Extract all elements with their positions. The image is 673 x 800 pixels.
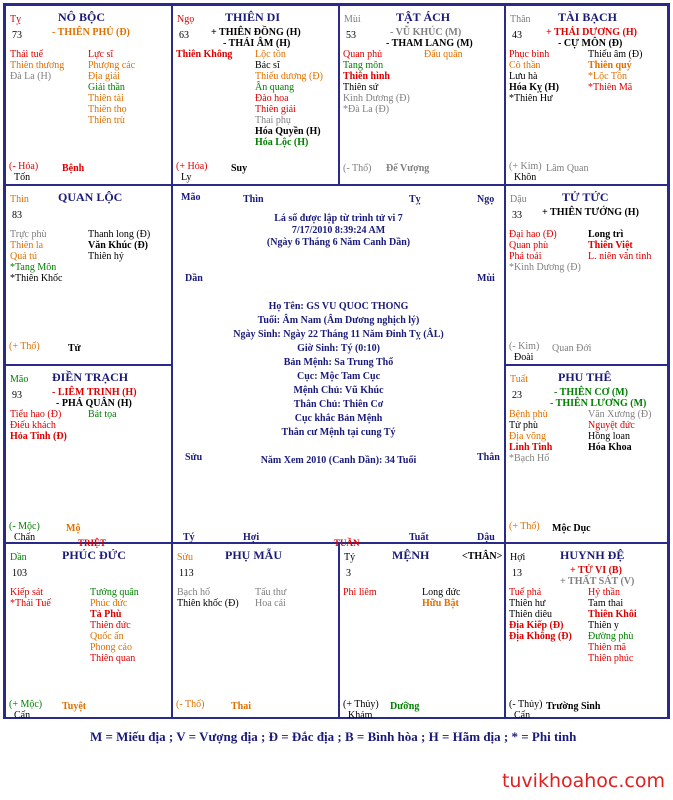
palace-dien-trach [5, 365, 172, 548]
star: Thiên thương [10, 60, 65, 71]
center-label: Tỵ [409, 194, 421, 205]
star: Tiểu hao (Đ) [10, 409, 62, 420]
legend: M = Miếu địa ; V = Vượng địa ; Đ = Đắc địa ; B = Bình hòa ; H = Hãm địa ; * = Phi tinh [90, 729, 577, 744]
star: Tấu thư [255, 587, 287, 598]
star: Đường phù [588, 631, 634, 642]
palace-phuc-duc [5, 543, 172, 719]
palace-element: (- Thổ) [343, 163, 372, 174]
life-stage: Lâm Quan [546, 163, 589, 174]
star: Phục binh [509, 49, 550, 60]
main-star: + TỬ VI (B) [570, 565, 622, 576]
star: *Bạch Hổ [509, 453, 550, 464]
palace-trigram: Đoài [514, 352, 534, 363]
star: Thiên giải [255, 104, 296, 115]
star: Phong cáo [90, 642, 132, 653]
star: Thiên hư [509, 598, 546, 609]
palace-element: (+ Hỏa) [176, 161, 208, 172]
tuan-marker: TUẦN [334, 538, 360, 548]
life-stage: Bệnh [62, 163, 85, 174]
palace-trigram: Ly [181, 172, 192, 183]
star: Giải thần [88, 82, 125, 93]
palace-age: 13 [512, 568, 522, 579]
star: Nguyệt đức [588, 420, 635, 431]
star: *Lộc Tồn [588, 71, 627, 82]
star: *Thiên Khốc [10, 273, 63, 284]
palace-element: (+ Thủy) [343, 699, 379, 710]
main-star: - THIÊN CƠ (M) [554, 387, 628, 398]
palace-branch: Dậu [510, 194, 527, 205]
star: Hóa Khoa [588, 442, 632, 453]
star: Trực phù [10, 229, 47, 240]
triet-marker: TRIỆT [78, 538, 107, 548]
horoscope-chart [3, 3, 670, 719]
palace-thien-di [172, 5, 339, 185]
palace-age: 43 [512, 30, 522, 41]
palace-trigram: Cấn [14, 710, 31, 721]
star: Long đức [422, 587, 461, 598]
star: Thiên đức [90, 620, 131, 631]
person-name: Họ Tên: GS VU QUOC THONG [268, 301, 409, 312]
palace-age: 93 [12, 390, 22, 401]
star: Bác sĩ [255, 60, 280, 71]
star: Lưu hà [509, 71, 538, 82]
main-star: - VŨ KHÚC (M) [390, 27, 462, 38]
palace-branch: Mùi [344, 14, 361, 25]
star: Đào hoa [255, 93, 289, 104]
life-stage: Thai [231, 701, 252, 712]
palace-trigram: Chấn [14, 532, 36, 543]
palace-age: 63 [179, 30, 189, 41]
palace-phu-the [505, 365, 668, 543]
than-tag: <THÂN> [462, 551, 503, 562]
star: Thiên phúc [588, 653, 634, 664]
main-star: - THAM LANG (M) [386, 38, 473, 49]
star: Thiên Việt [588, 240, 633, 251]
palace-trigram: Khảm [348, 710, 373, 721]
star: Văn Khúc (Đ) [88, 240, 149, 251]
star: Địa võng [509, 431, 546, 442]
star: Thiên quan [90, 653, 136, 664]
than-chu: Thân Chủ: Thiên Cơ [293, 399, 384, 410]
palace-tu-tuc [505, 185, 668, 365]
center-label: Tý [183, 532, 195, 543]
center-label: Tuất [409, 532, 429, 543]
center-label: Dậu [477, 532, 495, 543]
palace-element: (- Kim) [509, 341, 540, 352]
palace-age: 113 [179, 568, 194, 579]
star: Thiên tài [88, 93, 124, 104]
center-label: Thân [477, 452, 500, 463]
palace-name: HUYNH ĐỆ [560, 548, 625, 562]
palace-age: 3 [346, 568, 351, 579]
star: Hóa Quyền (H) [255, 126, 321, 137]
palace-huynh-de [505, 543, 668, 719]
main-star: - THIÊN PHỦ (Đ) [52, 27, 130, 38]
cuc: Cục: Mộc Tam Cục [296, 371, 381, 382]
palace-name: NÔ BỘC [58, 10, 106, 24]
main-star: + THIÊN ĐỒNG (H) [211, 27, 301, 38]
star: Thiếu âm (Đ) [588, 49, 643, 60]
main-star: + THÁI DƯƠNG (H) [546, 27, 637, 38]
star: Thiên diêu [509, 609, 553, 620]
main-star: - CỰ MÔN (Đ) [558, 38, 623, 49]
life-stage: Tuyệt [62, 701, 87, 712]
center-label: Ngọ [477, 194, 495, 205]
than-cu: Thân cư Mệnh tại cung Tý [281, 427, 396, 438]
star: Thiên hỷ [88, 251, 124, 262]
star: Quan phù [509, 240, 549, 251]
palace-age: 73 [12, 30, 22, 41]
star: Kiếp sát [10, 587, 44, 598]
star: Tả Phù [90, 609, 122, 620]
life-stage: Mộ [66, 523, 81, 534]
palace-age: 23 [512, 390, 522, 401]
star: Văn Xương (Đ) [588, 409, 652, 420]
palace-trigram: Khôn [514, 172, 537, 183]
year-view: Năm Xem 2010 (Canh Dần): 34 Tuổi [260, 455, 417, 466]
ban-menh: Bản Mệnh: Sa Trung Thổ [283, 357, 394, 368]
star: Thiên Không [176, 49, 233, 60]
palace-quan-loc [5, 185, 172, 365]
palace-element: (+ Thổ) [9, 341, 40, 352]
star: Thiếu dương (Đ) [255, 71, 323, 82]
palace-branch: Thìn [10, 194, 29, 205]
star: Tuế phá [509, 587, 542, 598]
created-datetime: 7/17/2010 8:39:24 AM [291, 225, 386, 236]
palace-branch: Thân [510, 14, 531, 25]
palace-name: MỆNH [392, 548, 430, 562]
star: Thiên hình [343, 71, 390, 82]
age-info: Tuổi: Âm Nam (Âm Dương nghịch lý) [257, 315, 420, 326]
star: Thiên y [588, 620, 619, 631]
life-stage: Mộc Dục [552, 523, 591, 534]
star: Bạch hổ [177, 587, 211, 598]
birth-date: Ngày Sinh: Ngày 22 Tháng 11 Năm Đinh Tỵ (ÂL) [233, 329, 444, 340]
star: Đà La (H) [10, 71, 52, 82]
created-by: Lá số được lập từ trình tử vi 7 [274, 213, 403, 224]
star: Thanh long (Đ) [88, 229, 151, 240]
center-label: Mùi [477, 273, 495, 284]
star: Cô thần [509, 60, 541, 71]
star: Hỏa Tinh (Đ) [10, 431, 67, 442]
star: Kình Dương (Đ) [343, 93, 410, 104]
star: Địa Không (Đ) [509, 631, 572, 642]
star: Thiên Khôi [588, 609, 637, 620]
palace-name: PHÚC ĐỨC [62, 548, 126, 562]
star: Thiên la [10, 240, 44, 251]
star: *Thái Tuế [10, 598, 51, 609]
life-stage: Suy [231, 163, 248, 174]
star: Lộc tồn [255, 49, 286, 60]
palace-name: QUAN LỘC [58, 190, 123, 204]
star: Phá toái [509, 251, 542, 262]
main-star: + THIÊN TƯỚNG (H) [542, 207, 639, 218]
palace-trigram: Tốn [14, 172, 31, 183]
life-stage: Trường Sinh [546, 701, 601, 712]
star: Long trì [588, 229, 624, 240]
star: L. niên văn tinh [588, 251, 652, 262]
star: Thiên mã [588, 642, 627, 653]
star: Điếu khách [10, 420, 56, 431]
center-label: Thìn [243, 194, 264, 205]
palace-name: TÀI BẠCH [558, 10, 618, 24]
center-label: Hợi [243, 532, 260, 543]
palace-branch: Tuất [510, 374, 528, 385]
palace-branch: Dần [10, 552, 27, 563]
star: Tướng quân [90, 587, 139, 598]
palace-element: (+ Thổ) [509, 521, 540, 532]
life-stage: Tử [68, 343, 81, 354]
cuc-khac: Cục khắc Bản Mệnh [294, 413, 383, 424]
palace-name: ĐIỀN TRẠCH [52, 370, 129, 384]
star: Thiên sứ [343, 82, 379, 93]
palace-tai-bach [505, 5, 668, 185]
palace-branch: Tỵ [10, 14, 22, 25]
star: Địa Kiếp (Đ) [509, 620, 564, 631]
star: *Thiên Hư [509, 93, 553, 104]
palace-age: 83 [12, 210, 22, 221]
main-star: - THÁI ÂM (H) [223, 38, 291, 49]
star: Hữu Bật [422, 598, 459, 609]
main-star: - THIÊN LƯƠNG (M) [550, 398, 647, 409]
star: Quốc ấn [90, 631, 124, 642]
star: Đẩu quân [424, 49, 463, 60]
palace-element: (- Thủy) [509, 699, 543, 710]
star: *Tang Môn [10, 262, 57, 273]
chart-center [172, 185, 505, 543]
menh-chu: Mệnh Chủ: Vũ Khúc [293, 385, 384, 396]
star: Thái tuế [10, 49, 44, 60]
star: Tử phù [509, 420, 539, 431]
palace-menh [334, 538, 505, 721]
star: Phúc đức [90, 598, 128, 609]
main-star: - LIÊM TRINH (H) [52, 387, 137, 398]
star: Quan phủ [343, 49, 383, 60]
palace-branch: Hợi [510, 552, 526, 563]
star: Địa giải [88, 71, 120, 82]
star: Thiên thọ [88, 104, 127, 115]
palace-element: (- Hỏa) [9, 161, 39, 172]
birth-hour: Giờ Sinh: Tý (0:10) [297, 343, 380, 354]
star: Hóa Kỵ (H) [509, 82, 559, 93]
palace-age: 33 [512, 210, 522, 221]
star: Phi liêm [343, 587, 377, 598]
star: Quả tú [10, 251, 37, 262]
star: Bệnh phù [509, 409, 548, 420]
palace-element: (+ Mộc) [9, 699, 43, 710]
star: Hồng loan [588, 431, 630, 442]
star: Thai phụ [255, 115, 291, 126]
palace-element: (+ Kim) [509, 161, 542, 172]
star: *Đà La (Đ) [343, 104, 390, 115]
site-watermark: tuvikhoahoc.com [501, 770, 665, 792]
star: Phượng các [88, 60, 136, 71]
palace-name: TẬT ÁCH [396, 10, 451, 24]
life-stage: Quan Đới [552, 343, 592, 354]
lunar-date: (Ngày 6 Tháng 6 Năm Canh Dần) [266, 237, 411, 248]
center-label: Mão [181, 192, 201, 203]
palace-trigram: Cấn [514, 710, 531, 721]
palace-branch: Tý [344, 552, 356, 563]
center-label: Dần [185, 273, 203, 284]
palace-name: PHỤ MẪU [225, 548, 282, 562]
star: Ân quang [255, 82, 295, 93]
star: Hỷ thần [588, 587, 620, 598]
star: Tang môn [343, 60, 384, 71]
palace-age: 103 [12, 568, 27, 579]
star: *Thiên Mã [588, 82, 633, 93]
palace-branch: Sửu [177, 552, 193, 563]
palace-element: (- Thổ) [176, 699, 205, 710]
palace-branch: Mão [10, 374, 29, 385]
star: Hóa Lộc (H) [255, 137, 309, 148]
main-star: + THẤT SÁT (V) [560, 576, 635, 587]
palace-name: PHU THÊ [558, 370, 612, 384]
star: Thiên khốc (Đ) [177, 598, 239, 609]
life-stage: Đế Vượng [386, 163, 430, 174]
palace-no-boc [5, 5, 172, 185]
palace-name: TỬ TỨC [562, 190, 609, 204]
star: Đại hao (Đ) [509, 229, 557, 240]
life-stage: Dưỡng [390, 701, 420, 712]
center-label: Sửu [185, 452, 203, 463]
star: Hoa cái [255, 598, 286, 609]
palace-branch: Ngọ [177, 14, 195, 25]
star: Linh Tinh [509, 442, 553, 453]
star: Tam thai [588, 598, 624, 609]
star: Bát tọa [88, 409, 117, 420]
palace-name: THIÊN DI [225, 10, 281, 24]
star: Thiên trù [88, 115, 125, 126]
palace-phu-mau [172, 543, 339, 719]
star: Lực sĩ [88, 49, 114, 60]
palace-age: 53 [346, 30, 356, 41]
main-star: - PHÁ QUÂN (H) [56, 398, 132, 409]
star: Thiên quý [588, 60, 632, 71]
palace-element: (- Mộc) [9, 521, 40, 532]
star: *Kình Dương (Đ) [509, 262, 581, 273]
palace-tat-ach [339, 5, 505, 185]
